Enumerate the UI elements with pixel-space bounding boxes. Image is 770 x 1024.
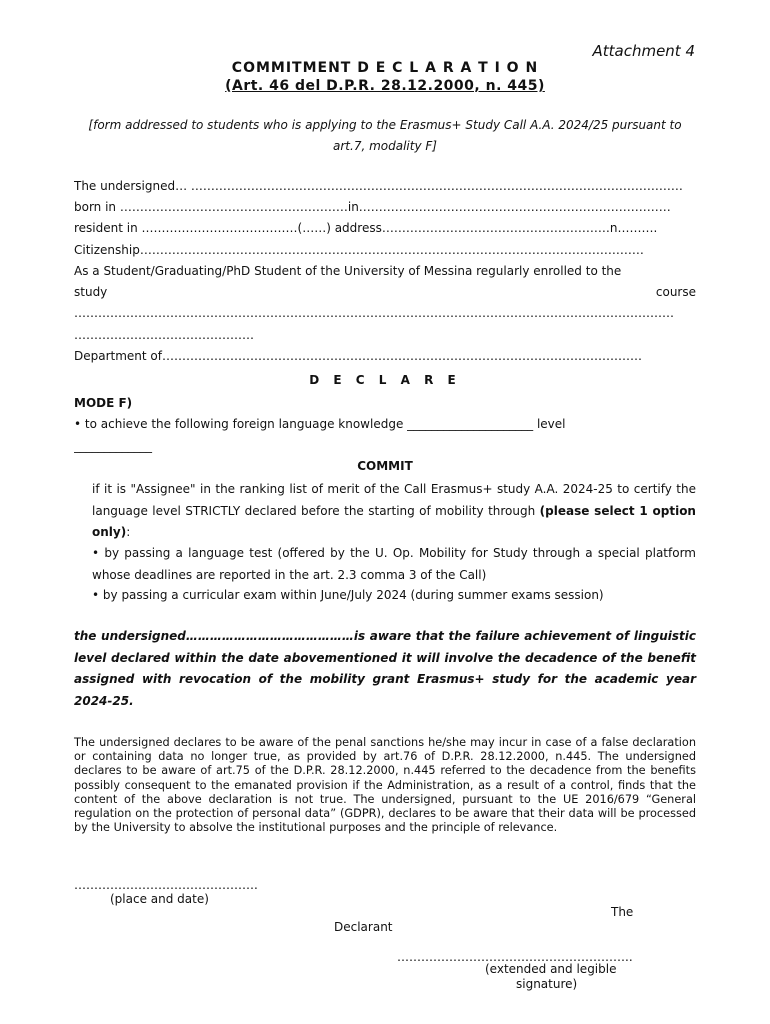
student-line xyxy=(74,261,696,282)
signature-label-2: signature) xyxy=(516,977,578,991)
place-date-label: (place and date) xyxy=(110,892,209,906)
form-note: [form addressed to students who is applying to the Erasmus+ Study Call A.A. 2024/25 pursuant to art.7, modality F] xyxy=(88,118,682,153)
signature-label-1: (extended and legible xyxy=(485,962,617,976)
legal-paragraph: The undersigned declares to be aware of the penal sanctions he/she may incur in case of a false declaration or containing data no longer true, as provided by art.76 of D.P.R. 28.12.2000, n.445. The undersigned declares to be aware of art.75 of the D.P.R. 28.12.2000, n.445 referred to the decadence from the benefits possibly consequent to the emanated provision if the Administration, as a result of a control, finds that the content of the above declaration is not true. The undersigned, pursuant to the UE 2016/679 “General regulation on the protection of personal data” (GDPR), declares to be aware that their data will be processed by the University to absolve the institutional purposes and the principle of relevance. xyxy=(74,736,696,835)
study-course-line xyxy=(74,282,696,303)
undersigned-field: The undersigned… …………………………………………………………………………………………………………… xyxy=(74,179,683,193)
course-word: course xyxy=(655,285,696,299)
commit-body: if it is "Assignee" in the ranking list of merit of the Call Erasmus+ study A.A. 2024-25 to certify the language level STRICTLY declared before the starting of mobility through xyxy=(92,482,696,518)
course-field-line1: …………………………………………………………………………………………………………………………………… xyxy=(74,306,674,320)
study-word: study xyxy=(74,285,108,299)
document-title: COMMITMENT D E C L A R A T I O N xyxy=(231,60,539,76)
the-label: The xyxy=(611,905,634,919)
language-knowledge-text: to achieve the following foreign language knowledge _____________________ level xyxy=(84,417,566,431)
commit-text xyxy=(92,479,696,544)
declarant-label: Declarant xyxy=(334,920,393,934)
option-curricular-exam-text: by passing a curricular exam within June/July 2024 (during summer exams session) xyxy=(102,588,604,602)
bullet: • xyxy=(74,417,82,431)
option-curricular-exam xyxy=(92,585,696,607)
document-subtitle: (Art. 46 del D.P.R. 28.12.2000, n. 445) xyxy=(225,78,545,94)
course-field-line2: ……………………………………… xyxy=(74,328,254,342)
attachment-label: Attachment 4 xyxy=(592,42,695,60)
student-text: As a Student/Graduating/PhD Student of the University of Messina regularly enrolled to the xyxy=(74,264,622,278)
option-language-test xyxy=(92,543,696,586)
born-field: born in …………………………………………………in…………………………………………………………………… xyxy=(74,200,671,214)
signature-line: ………………………………………………….. xyxy=(397,950,633,964)
citizenship-field: Citizenship……………………………………………………………………………………………………………… xyxy=(74,243,644,257)
option-language-test-text: by passing a language test (offered by the U. Op. Mobility for Study through a special platform whose deadlines are reported in the art. 2.3 comma 3 of the Call) xyxy=(92,546,696,582)
resident-field: resident in …………………………………(……) address…………………………………………………n………. xyxy=(74,221,658,235)
level-underline: _____________ xyxy=(74,439,152,453)
declare-heading: D E C L A R E xyxy=(309,373,461,387)
language-knowledge-item xyxy=(74,414,696,435)
bullet: • xyxy=(92,546,100,560)
bullet: • xyxy=(92,588,100,602)
mode-label: MODE F) xyxy=(74,396,133,410)
place-date-line: ………………………………………. xyxy=(74,878,258,892)
commit-heading: COMMIT xyxy=(357,459,413,473)
awareness-statement: the undersigned……………………………………is aware that the failure achievement of linguistic level declared within the date abovementioned it will involve the decadence of the benefit assigned with revocation of the mobility grant Erasmus+ study for the academic year 2024-25. xyxy=(74,629,696,708)
select-one-option: (please select 1 option only) xyxy=(92,503,696,539)
department-field: Department of………………………………………………………………………………………………………… xyxy=(74,349,642,363)
colon: : xyxy=(126,525,131,539)
